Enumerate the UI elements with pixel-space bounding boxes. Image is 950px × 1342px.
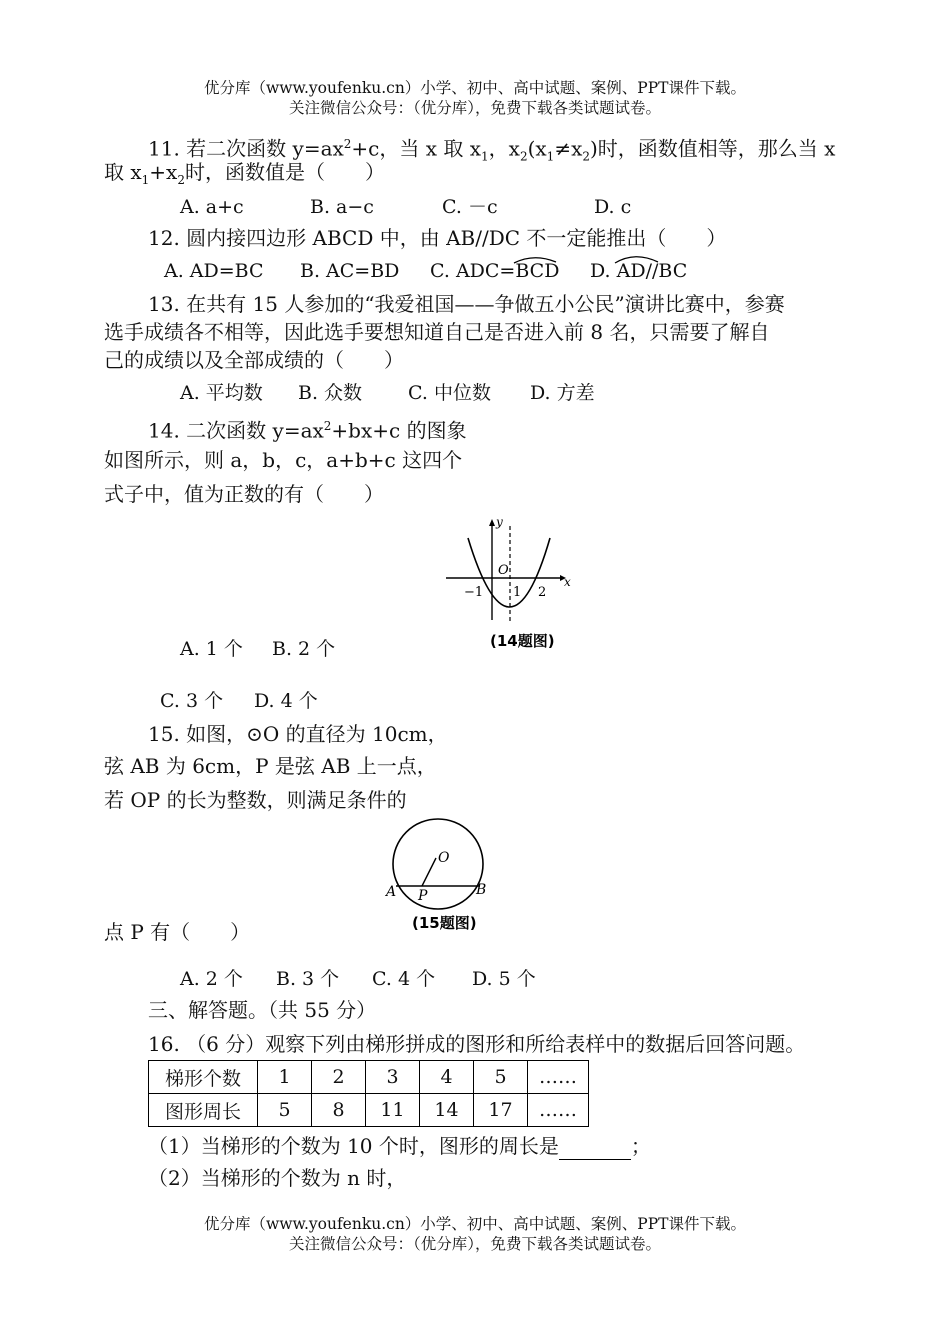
- table-cell: 17: [474, 1094, 528, 1127]
- q14-parabola-figure: [440, 512, 580, 662]
- q15-line-3: 若 OP 的长为整数，则满足条件的: [104, 788, 407, 812]
- q11-line-1: 11. 若二次函数 $y=ax^2+c$，当 x 取 $x_1$，$x_2(x_1\ne x_2)$时，函数值相等，那么当 x: [148, 136, 836, 164]
- table-cell: 5: [474, 1061, 528, 1094]
- tick-label-1: 1: [513, 585, 522, 600]
- q11-line-2: 取 $x_1+x_2$时，函数值是（ ）: [104, 160, 385, 187]
- q12-option-d: D. AD//BC: [590, 260, 688, 282]
- q14-line-2: 如图所示，则 a，b，c，a+b+c 这四个: [104, 448, 463, 472]
- q15-line-1: 15. 如图，⊙O 的直径为 10cm，: [148, 722, 448, 746]
- q13-line-1: 13. 在共有 15 人参加的“我爱祖国——争做五小公民”演讲比赛中，参赛: [148, 292, 785, 316]
- tick-label-minus-1: −1: [464, 585, 484, 600]
- segment-op: [422, 858, 436, 886]
- table-cell: 2: [312, 1061, 366, 1094]
- q15-option-b: B. 3 个: [276, 968, 340, 990]
- x-label: x: [564, 575, 571, 589]
- q12-option-c: C. ADC=BCD: [430, 260, 560, 282]
- q13-option-c: C. 中位数: [408, 382, 491, 404]
- label-b: B: [476, 882, 487, 898]
- header-line-1: 优分库（www.youfenku.cn）小学、初中、高中试题、案例、PPT课件下载。: [203, 79, 747, 97]
- q16-sub-2: （2）当梯形的个数为 n 时，: [148, 1166, 407, 1190]
- q11-option-a: A. a+c: [180, 196, 244, 218]
- table-cell: ……: [528, 1094, 589, 1127]
- table-cell: 梯形个数: [149, 1061, 258, 1094]
- tick-label-2: 2: [538, 585, 547, 600]
- q16-table: [148, 1060, 589, 1127]
- arc-mark-ad: [615, 257, 658, 263]
- table-cell: 5: [258, 1094, 312, 1127]
- table-cell: 14: [420, 1094, 474, 1127]
- q11-option-b: B. a−c: [310, 196, 374, 218]
- q14-option-a: A. 1 个: [180, 638, 243, 660]
- q13-option-a: A. 平均数: [180, 382, 263, 404]
- q15-option-a: A. 2 个: [180, 968, 243, 990]
- table-cell: ……: [528, 1061, 589, 1094]
- q15-figure-caption: (15题图): [412, 914, 477, 932]
- q13-line-2: 选手成绩各不相等，因此选手要想知道自己是否进入前 8 名，只需要了解自: [104, 320, 770, 344]
- q13-option-b: B. 众数: [298, 382, 363, 404]
- label-a: A: [386, 884, 397, 900]
- q14-line-1: 14. 二次函数 $y=ax^2+bx+c$ 的图象: [148, 418, 467, 443]
- q14-option-b: B. 2 个: [272, 638, 336, 660]
- q13-line-3: 己的成绩以及全部成绩的（ ）: [104, 348, 404, 372]
- q14-option-d: D. 4 个: [254, 690, 318, 712]
- q14-figure-caption: (14题图): [490, 632, 555, 650]
- q12-option-b: B. AC=BD: [300, 260, 400, 282]
- y-label: y: [496, 515, 503, 529]
- label-o: O: [438, 850, 450, 866]
- table-cell: 4: [420, 1061, 474, 1094]
- q15-line-4: 点 P 有（ ）: [104, 920, 251, 944]
- y-axis-arrow: [489, 519, 495, 526]
- q14-line-3: 式子中，值为正数的有（ ）: [104, 482, 384, 506]
- table-cell: 8: [312, 1094, 366, 1127]
- q11-option-d: D. c: [594, 196, 632, 218]
- header-line-2: 关注微信公众号：（优分库），免费下载各类试题试卷。: [288, 99, 661, 117]
- q16-sub-1: （1）当梯形的个数为 10 个时，图形的周长是 ；: [148, 1134, 651, 1158]
- footer-line-2: 关注微信公众号：（优分库），免费下载各类试题试卷。: [288, 1235, 661, 1253]
- section-3-title: 三、解答题。（共 55 分）: [148, 998, 377, 1022]
- table-row: [149, 1061, 589, 1094]
- q12-option-a: A. AD=BC: [164, 260, 264, 282]
- arc-mark-bcd: [514, 258, 556, 263]
- q16-stem: 16. （6 分）观察下列由梯形拼成的图形和所给表样中的数据后回答问题。: [148, 1032, 806, 1056]
- q11-option-c: C. －c: [442, 196, 498, 218]
- q14-option-c: C. 3 个: [160, 690, 224, 712]
- table-cell: 图形周长: [149, 1094, 258, 1127]
- label-p: P: [418, 888, 428, 904]
- q15-option-d: D. 5 个: [472, 968, 536, 990]
- q15-option-c: C. 4 个: [372, 968, 436, 990]
- q13-option-d: D. 方差: [530, 382, 595, 404]
- footer-line-1: 优分库（www.youfenku.cn）小学、初中、高中试题、案例、PPT课件下载。: [203, 1215, 747, 1233]
- arc-marks: [500, 252, 680, 266]
- q15-circle-figure: [382, 812, 502, 942]
- q12-stem: 12. 圆内接四边形 ABCD 中，由 AB//DC 不一定能推出（ ）: [148, 226, 727, 250]
- table-cell: 3: [366, 1061, 420, 1094]
- table-cell: 1: [258, 1061, 312, 1094]
- origin-label: O: [498, 563, 509, 578]
- table-cell: 11: [366, 1094, 420, 1127]
- table-row: [149, 1094, 589, 1127]
- q15-line-2: 弦 AB 为 6cm，P 是弦 AB 上一点，: [104, 754, 437, 778]
- answer-blank[interactable]: [559, 1139, 631, 1160]
